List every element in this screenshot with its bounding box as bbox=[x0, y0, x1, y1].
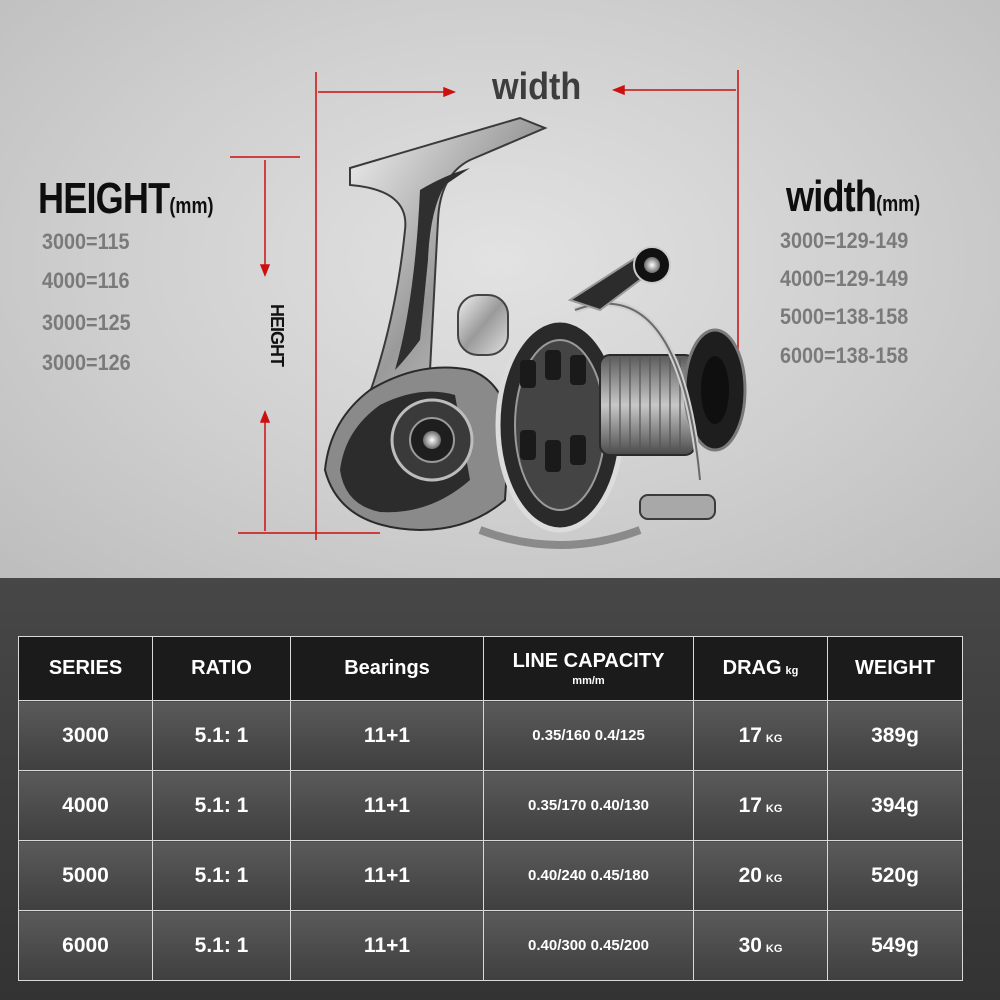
cell-weight: 549g bbox=[828, 911, 963, 981]
cell-drag bbox=[694, 841, 828, 911]
cell-weight: 520g bbox=[828, 841, 963, 911]
cell-bearings: 11+1 bbox=[291, 911, 484, 981]
cell-weight: 394g bbox=[828, 771, 963, 841]
cell-drag bbox=[694, 771, 828, 841]
cell-drag-value: 30 bbox=[738, 933, 762, 957]
cell-series: 6000 bbox=[19, 911, 153, 981]
cell-series: 5000 bbox=[19, 841, 153, 911]
header-drag-unit: kg bbox=[785, 665, 799, 677]
spec-table bbox=[18, 636, 963, 981]
width-spec-item: 3000=129-149 bbox=[780, 228, 909, 253]
header-drag-text: DRAG bbox=[722, 657, 782, 679]
width-spec-item: 4000=129-149 bbox=[780, 266, 909, 291]
height-spec-item: 3000=126 bbox=[42, 350, 131, 375]
cell-ratio: 5.1: 1 bbox=[153, 771, 291, 841]
cell-bearings: 11+1 bbox=[291, 701, 484, 771]
width-spec-title bbox=[786, 172, 920, 222]
cell-drag-unit: KG bbox=[765, 732, 783, 745]
height-spec-item: 3000=115 bbox=[42, 229, 130, 254]
width-spec-unit: (mm) bbox=[876, 191, 921, 216]
header-line-capacity bbox=[484, 637, 694, 701]
table-row bbox=[19, 841, 963, 911]
table-header-row bbox=[19, 637, 963, 701]
table-row bbox=[19, 771, 963, 841]
cell-ratio: 5.1: 1 bbox=[153, 841, 291, 911]
cell-drag-unit: KG bbox=[765, 942, 783, 955]
width-spec-item: 5000=138-158 bbox=[780, 304, 909, 329]
cell-drag-value: 17 bbox=[738, 793, 762, 817]
cell-drag-unit: KG bbox=[765, 802, 783, 815]
cell-line-capacity: 0.35/170 0.40/130 bbox=[484, 771, 694, 841]
header-ratio: RATIO bbox=[153, 637, 291, 701]
width-dimension-label: width bbox=[492, 66, 582, 108]
header-line-capacity-text: LINE CAPACITY bbox=[512, 650, 665, 672]
cell-ratio: 5.1: 1 bbox=[153, 701, 291, 771]
height-spec-title-text: HEIGHT bbox=[38, 174, 170, 223]
width-spec-item: 6000=138-158 bbox=[780, 343, 909, 368]
cell-line-capacity: 0.35/160 0.4/125 bbox=[484, 701, 694, 771]
header-series: SERIES bbox=[19, 637, 153, 701]
height-dimension-label: HEIGHT bbox=[267, 304, 287, 367]
height-spec-title bbox=[38, 174, 213, 224]
cell-drag-unit: KG bbox=[765, 872, 783, 885]
table-row bbox=[19, 701, 963, 771]
cell-drag-value: 20 bbox=[738, 863, 762, 887]
height-spec-item: 4000=116 bbox=[42, 268, 130, 293]
header-bearings: Bearings bbox=[291, 637, 484, 701]
header-drag bbox=[694, 637, 828, 701]
cell-ratio: 5.1: 1 bbox=[153, 911, 291, 981]
cell-bearings: 11+1 bbox=[291, 841, 484, 911]
height-spec-unit: (mm) bbox=[169, 193, 214, 218]
cell-line-capacity: 0.40/240 0.45/180 bbox=[484, 841, 694, 911]
header-weight: WEIGHT bbox=[828, 637, 963, 701]
cell-drag bbox=[694, 701, 828, 771]
cell-series: 4000 bbox=[19, 771, 153, 841]
cell-drag-value: 17 bbox=[738, 723, 762, 747]
cell-drag bbox=[694, 911, 828, 981]
header-line-capacity-unit: mm/m bbox=[572, 675, 605, 687]
reel-body bbox=[325, 118, 745, 545]
width-spec-title-text: width bbox=[786, 172, 877, 221]
cell-series: 3000 bbox=[19, 701, 153, 771]
cell-line-capacity: 0.40/300 0.45/200 bbox=[484, 911, 694, 981]
cell-bearings: 11+1 bbox=[291, 771, 484, 841]
table-row bbox=[19, 911, 963, 981]
height-spec-item: 3000=125 bbox=[42, 310, 131, 335]
cell-weight: 389g bbox=[828, 701, 963, 771]
